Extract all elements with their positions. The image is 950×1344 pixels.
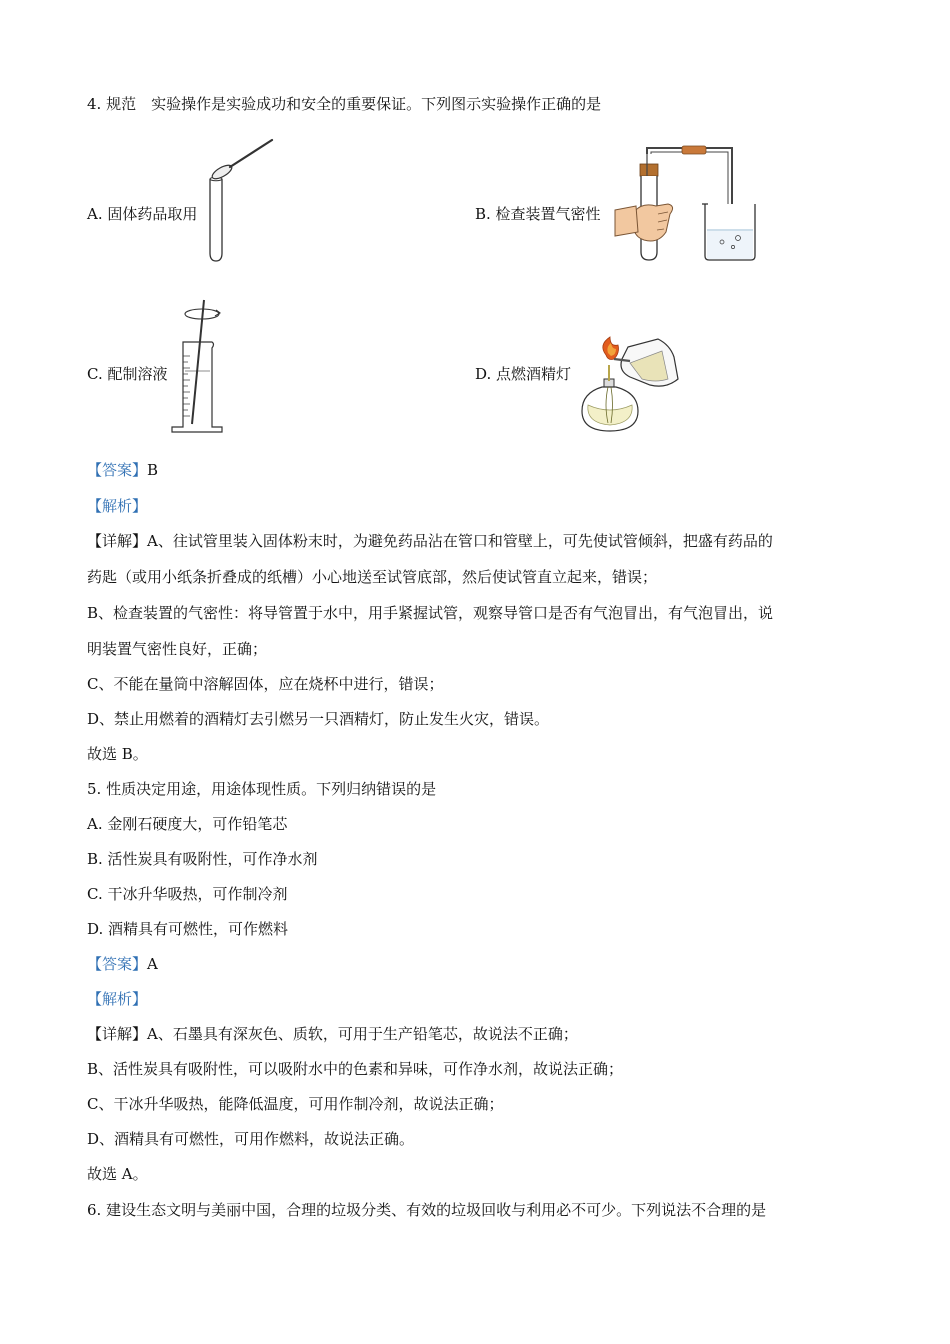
q5-detail-line-2: B、活性炭具有吸附性，可以吸附水中的色素和异味，可作净水剂，故说法正确； — [87, 1060, 624, 1078]
q5-option-b: B. 活性炭具有吸附性，可作净水剂 — [87, 850, 318, 868]
detail-tag: 【详解】 — [87, 532, 148, 550]
q5-answer-value: A — [147, 955, 158, 973]
q4-detail-line-4: 明装置气密性良好，正确； — [87, 640, 268, 658]
figure-c-graduated-cylinder — [168, 296, 228, 436]
q5-conclusion: 故选 A。 — [87, 1165, 148, 1183]
q4-detail-line-1 — [87, 531, 773, 551]
figure-b-gas-tightness — [612, 140, 762, 265]
answer-tag: 【答案】 — [87, 955, 148, 973]
q4-answer-value: B — [147, 461, 159, 479]
q5-stem: 5. 性质决定用途，用途体现性质。下列归纳错误的是 — [87, 780, 437, 798]
q4-option-b-label: B. 检查装置气密性 — [475, 205, 601, 223]
q4-answer — [87, 460, 158, 480]
q5-detail-line-3: C、干冰升华吸热，能降低温度，可用作制冷剂，故说法正确； — [87, 1095, 504, 1113]
q4-conclusion: 故选 B。 — [87, 745, 148, 763]
q4-detail-line-5: C、不能在量筒中溶解固体，应在烧杯中进行，错误； — [87, 675, 444, 693]
q4-detail-text-1: A、往试管里装入固体粉末时，为避免药品沾在管口和管壁上，可先使试管倾斜，把盛有药品的 — [147, 532, 773, 550]
q4-stem: 4. 规范 实验操作是实验成功和安全的重要保证。下列图示实验操作正确的是 — [87, 95, 602, 113]
q5-option-a: A. 金刚石硬度大，可作铅笔芯 — [87, 815, 288, 833]
q4-detail-line-2: 药匙（或用小纸条折叠成的纸槽）小心地送至试管底部，然后使试管直立起来，错误； — [87, 568, 658, 586]
q5-analysis-tag: 【解析】 — [87, 990, 148, 1008]
detail-tag: 【详解】 — [87, 1025, 148, 1043]
q4-option-d-label: D. 点燃酒精灯 — [475, 365, 572, 383]
q4-analysis-tag: 【解析】 — [87, 497, 148, 515]
q6-stem: 6. 建设生态文明与美丽中国，合理的垃圾分类、有效的垃圾回收与利用必不可少。下列说法不合理的是 — [87, 1201, 767, 1219]
answer-tag: 【答案】 — [87, 461, 148, 479]
figure-a-spoon-test-tube — [200, 135, 280, 265]
q5-detail-text-1: A、石墨具有深灰色、质软，可用于生产铅笔芯，故说法不正确； — [147, 1025, 578, 1043]
q5-option-d: D. 酒精具有可燃性，可作燃料 — [87, 920, 289, 938]
q4-detail-line-6: D、禁止用燃着的酒精灯去引燃另一只酒精灯，防止发生火灾，错误。 — [87, 710, 550, 728]
figure-d-alcohol-lamps — [578, 335, 688, 437]
q5-option-c: C. 干冰升华吸热，可作制冷剂 — [87, 885, 288, 903]
q4-detail-line-3: B、检查装置的气密性：将导管置于水中，用手紧握试管，观察导管口是否有气泡冒出，有气泡冒出，说 — [87, 604, 774, 622]
q4-option-a-label: A. 固体药品取用 — [87, 205, 198, 223]
q5-detail-line-1 — [87, 1024, 578, 1044]
q4-option-c-label: C. 配制溶液 — [87, 365, 168, 383]
q5-detail-line-4: D、酒精具有可燃性，可用作燃料，故说法正确。 — [87, 1130, 415, 1148]
q5-answer — [87, 954, 158, 974]
